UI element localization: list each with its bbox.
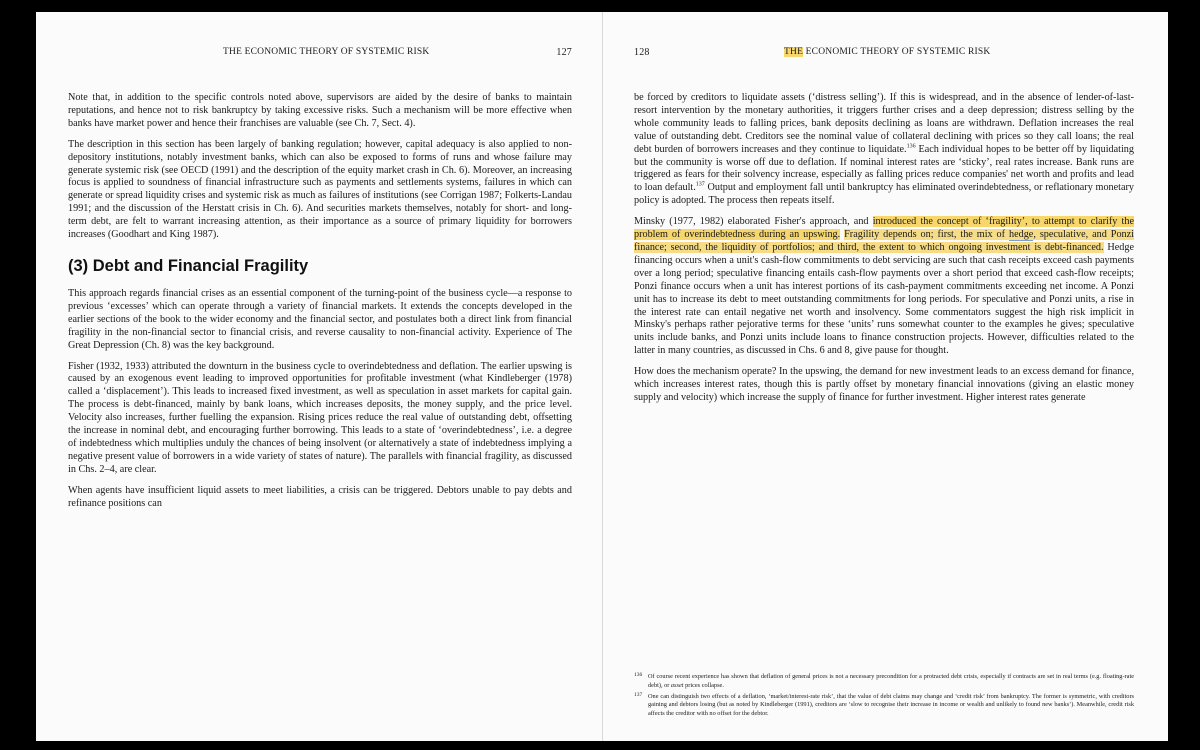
running-head-right (634, 47, 1134, 61)
highlight-annotation[interactable]: introduced the concept of ‘fragility’, to attempt to clarify the problem of overindebtedness during an upswing. (634, 216, 1134, 241)
running-head-left (68, 47, 572, 61)
footnotes (634, 673, 1134, 721)
paragraph: be forced by creditors to liquidate assets (‘distress selling’). If this is widespread, and in the absence of lender-of-last-resort intervention by the monetary authorities, it triggers further crises and a deep depression; distress selling by the whole community leads to falling prices, bank deposits declining as loans are withdrawn. Deflation increases the real value of outstanding debt. Creditors see the nominal value of collateral declining with prices so they call loans; the real debt burden of borrowers increases and they continue to liquidate.$^{136}$ Each individual hopes to be better off by liquidating but the community is worse off due to deflation. If nominal interest rates are ‘sticky’, real rates increase. Bank runs are triggered as fears for their solvency increase, especially as falling prices reduce companies' net worth and profits and lead to loan default.$^{137}$ Output and employment fall until bankruptcy has eliminated overindebtedness, or reflationary monetary policy is adopted. The process then repeats itself. (634, 92, 1135, 207)
page-number: 127 (556, 47, 572, 58)
footnote-ref[interactable]: 136 (906, 143, 916, 150)
page-number: 128 (634, 47, 650, 58)
highlight-annotation[interactable]: THE (784, 47, 804, 57)
paragraph: Note that, in addition to the specific controls noted above, supervisors are aided by the desire of banks to maintain reputations, and hence not to risk bankruptcy by taking excessive risks. Such a mechanism will be more effective when banks have market power and hence their franchises are valuable (see Ch. 7, Sect. 4). (68, 92, 572, 129)
paragraph: The description in this section has been largely of banking regulation; however, capital adequacy is also applied to non-depository institutions, notably investment banks, which can also be exposed to forms of runs and whose failure may generate systemic risk (see OECD (1991) and the description of the equity market crash in Ch. 6). Moreover, an increasing focus is applied to soundness of financial infrastructure such as payments and settlements systems, failures in which can generate or spread liquidity crises and systemic risk as much as failures of institutions (see Corrigan 1987; Folkerts-Landau 1991; and the discussion of the Herstatt crisis in Ch. 6). And securities markets themselves, notably for short- and long-term debt, are felt to warrant increasing attention, as their importance as a source of primary liquidity for borrowers increases (Goodhart and King 1987). (68, 138, 572, 241)
page-gutter (602, 12, 603, 741)
body-text (634, 92, 1134, 413)
highlight-annotation[interactable]: Fragility depends on; first, the mix of hedge, speculative, and Ponzi finance; second, the liquidity of portfolios; and third, the extent to which ongoing investment is debt-financed. (634, 229, 1134, 253)
running-head-title: THE ECONOMIC THEORY OF SYSTEMIC RISK (223, 47, 430, 57)
footnote: 137 One can distinguish two effects of a deflation, ‘market/interest-rate risk’, that the value of debt claims may change and ‘credit risk’ from bankruptcy. The former is symmetric, with creditors gaining and debtors losing (but as noted by Kindleberger (1991), creditors are ‘slow to recognise their increase in income or wealth and unlikely to found new banks’). Meanwhile, credit risk affects the creditor with no offset for the debtor. (634, 691, 1134, 718)
paragraph: How does the mechanism operate? In the upswing, the demand for new investment leads to an excess demand for finance, which increases interest rates, though this is partly offset by monetary financial innovations (giving an elastic money supply and velocity) which increase the supply of finance for further investment. Higher interest rates generate (634, 366, 1134, 403)
paragraph: Fisher (1932, 1933) attributed the downturn in the business cycle to overindebtedness and deflation. The earlier upswing is caused by an exogenous event leading to improved opportunities for profitable investment (what Kindleberger (1978) called a ‘displacement’). This leads to increased fixed investment, as well as speculation in asset markets for capital gain. The process is debt-financed, mainly by bank loans, which increases deposits, the money supply, and the price level. Velocity also increases, further fuelling the expansion. Rising prices reduce the real value of outstanding debt, offsetting the increase in nominal debt, and encouraging further borrowing. This leads to a state of ‘overindebtedness’, i.e. a degree of indebtedness which multiplies unduly the chances of being insolvent (or alternatively a state of indebtedness implying a negative present value of borrowers in a wide variety of states of nature). The parallels with financial fragility, as discussed in Chs. 2–4, are clear. (68, 360, 572, 475)
paragraph: Minsky (1977, 1982) elaborated Fisher's approach, and introduced the concept of ‘fragility’, to attempt to clarify the problem of overindebtedness during an upswing. Fragility depends on; first, the mix of hedge, speculative, and Ponzi finance; second, the liquidity of portfolios; and third, the extent to which ongoing investment is debt-financed. Hedge financing occurs when a unit's cash-flow commitments to debt servicing are such that cash receipts exceed cash payments over a long period; speculative financing entails cash-flow payments over a short period that exceed cash-flow receipts; Ponzi finance occurs when a unit has interest portions of its cash-payment commitments exceeding net income. A Ponzi unit has to increase its debt to meet outstanding commitments for long periods. For speculative and Ponzi units, a rise in the interest rate can entail negative net worth and insolvency. Some commentators suggest the high risk implicit in Minsky's perhaps rather pejorative terms for these ‘units’ runs somewhat counter to the examples he gives; speculative units include banks, and Ponzi units include loans to finance construction projects. However, difficulties related to the latter in many countries, as discussed in Chs. 6 and 8, give pause for thought. (634, 216, 1134, 357)
section-heading: (3) Debt and Financial Fragility (68, 257, 309, 275)
selected-word-hedge[interactable]: hedge (1009, 229, 1034, 241)
paragraph: When agents have insufficient liquid assets to meet liabilities, a crisis can be triggered. Debtors unable to pay debts and refinance positions can (68, 484, 572, 509)
body-text-top (68, 92, 572, 250)
footnote-ref[interactable]: 137 (695, 181, 705, 188)
body-text-bottom (68, 288, 572, 519)
footnote-number: 137 (634, 691, 643, 698)
paragraph: This approach regards financial crises as an essential component of the turning-point of the business cycle—a response to previous ‘excesses’ which can operate through a variety of financial markets. It extends the concepts developed in the earlier sections of the book to the wider economy and the financial sector, and postulates both a direct link from financial fragility in the non-financial sector to financial crisis, and reverse causality to non-financial activity. Experience of The Great Depression (Ch. 8) was the key background. (68, 288, 572, 351)
right-page (634, 12, 1134, 741)
running-head-title: THE ECONOMIC THEORY OF SYSTEMIC RISK (784, 47, 991, 57)
footnote-number: 136 (634, 672, 643, 678)
footnote: 136 Of course recent experience has shown that deflation of general prices is not a necessary precondition for a protracted debt crisis, especially if contracts are set in real terms (e.g. floating-rate debt), or asset prices collapse. (634, 672, 1134, 689)
left-page (68, 12, 572, 741)
book-spread (36, 12, 1168, 741)
